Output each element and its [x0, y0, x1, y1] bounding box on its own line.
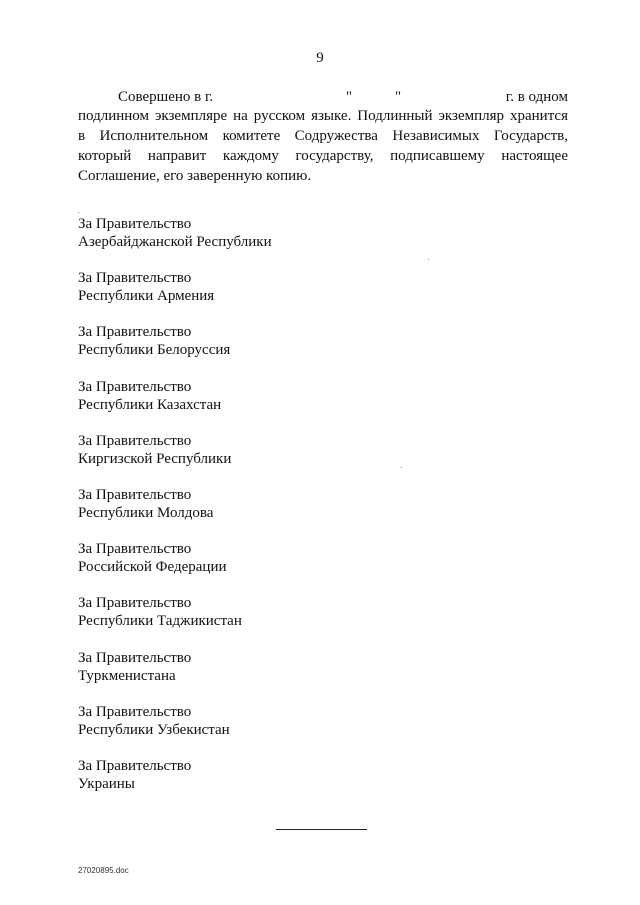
signatory-heading: За Правительство: [78, 270, 192, 287]
signatory-country: Республики Узбекистан: [78, 721, 230, 738]
file-reference: 27020895.doc: [78, 866, 129, 875]
signatory-block: [78, 323, 378, 377]
end-rule: [276, 829, 367, 830]
signatory-block: [78, 215, 378, 269]
closing-paragraph-line: который направит каждому государству, подписавшему настоящее: [78, 148, 568, 164]
closing-paragraph: [78, 106, 568, 186]
end-rule-accent: [296, 829, 318, 830]
signatory-block: [78, 594, 378, 648]
signatory-block: [78, 703, 378, 757]
scan-speck: [401, 467, 402, 468]
signatory-heading: За Правительство: [78, 595, 192, 612]
signatory-country: Туркменистана: [78, 667, 176, 684]
signatory-country: Украины: [78, 775, 135, 792]
signatory-heading: За Правительство: [78, 649, 192, 666]
signatory-country: Республики Таджикистан: [78, 613, 242, 630]
signatory-heading: За Правительство: [78, 432, 192, 449]
signatory-block: [78, 649, 378, 703]
closing-paragraph-line: Соглашение, его заверенную копию.: [78, 168, 312, 184]
signatory-country: Республики Молдова: [78, 504, 214, 521]
signatory-heading: За Правительство: [78, 541, 192, 558]
signatory-block: [78, 486, 378, 540]
signatory-heading: За Правительство: [78, 324, 192, 341]
signatory-block: [78, 378, 378, 432]
signatory-heading: За Правительство: [78, 378, 192, 395]
signatory-country: Республики Армения: [78, 288, 215, 305]
scan-speck: [78, 212, 79, 213]
date-quote-close: ": [395, 89, 402, 105]
signatory-block: [78, 269, 378, 323]
signatory-list: [78, 215, 378, 811]
signatory-country: Киргизской Республики: [78, 450, 232, 467]
signatory-block: [78, 432, 378, 486]
signatory-country: Республики Казахстан: [78, 396, 222, 413]
closing-first-line: [78, 88, 568, 106]
page-number: 9: [316, 50, 324, 66]
signatory-block: [78, 540, 378, 594]
signatory-heading: За Правительство: [78, 703, 192, 720]
closing-lead: Совершено в г.: [118, 89, 214, 105]
closing-paragraph-line: подлинном экземпляре на русском языке. Подлинный экземпляр хранится: [78, 108, 568, 124]
signatory-heading: За Правительство: [78, 757, 192, 774]
date-quote-open: ": [346, 89, 353, 105]
closing-tail: г. в одном: [505, 89, 568, 105]
signatory-country: Российской Федерации: [78, 559, 227, 576]
signatory-heading: За Правительство: [78, 216, 192, 232]
signatory-country: Азербайджанской Республики: [78, 234, 272, 250]
signatory-country: Республики Белоруссия: [78, 342, 231, 359]
signatory-heading: За Правительство: [78, 486, 192, 503]
signatory-block: [78, 757, 378, 811]
scan-speck: [428, 259, 429, 260]
closing-paragraph-line: в Исполнительном комитете Содружества Независимых Государств,: [78, 128, 568, 144]
